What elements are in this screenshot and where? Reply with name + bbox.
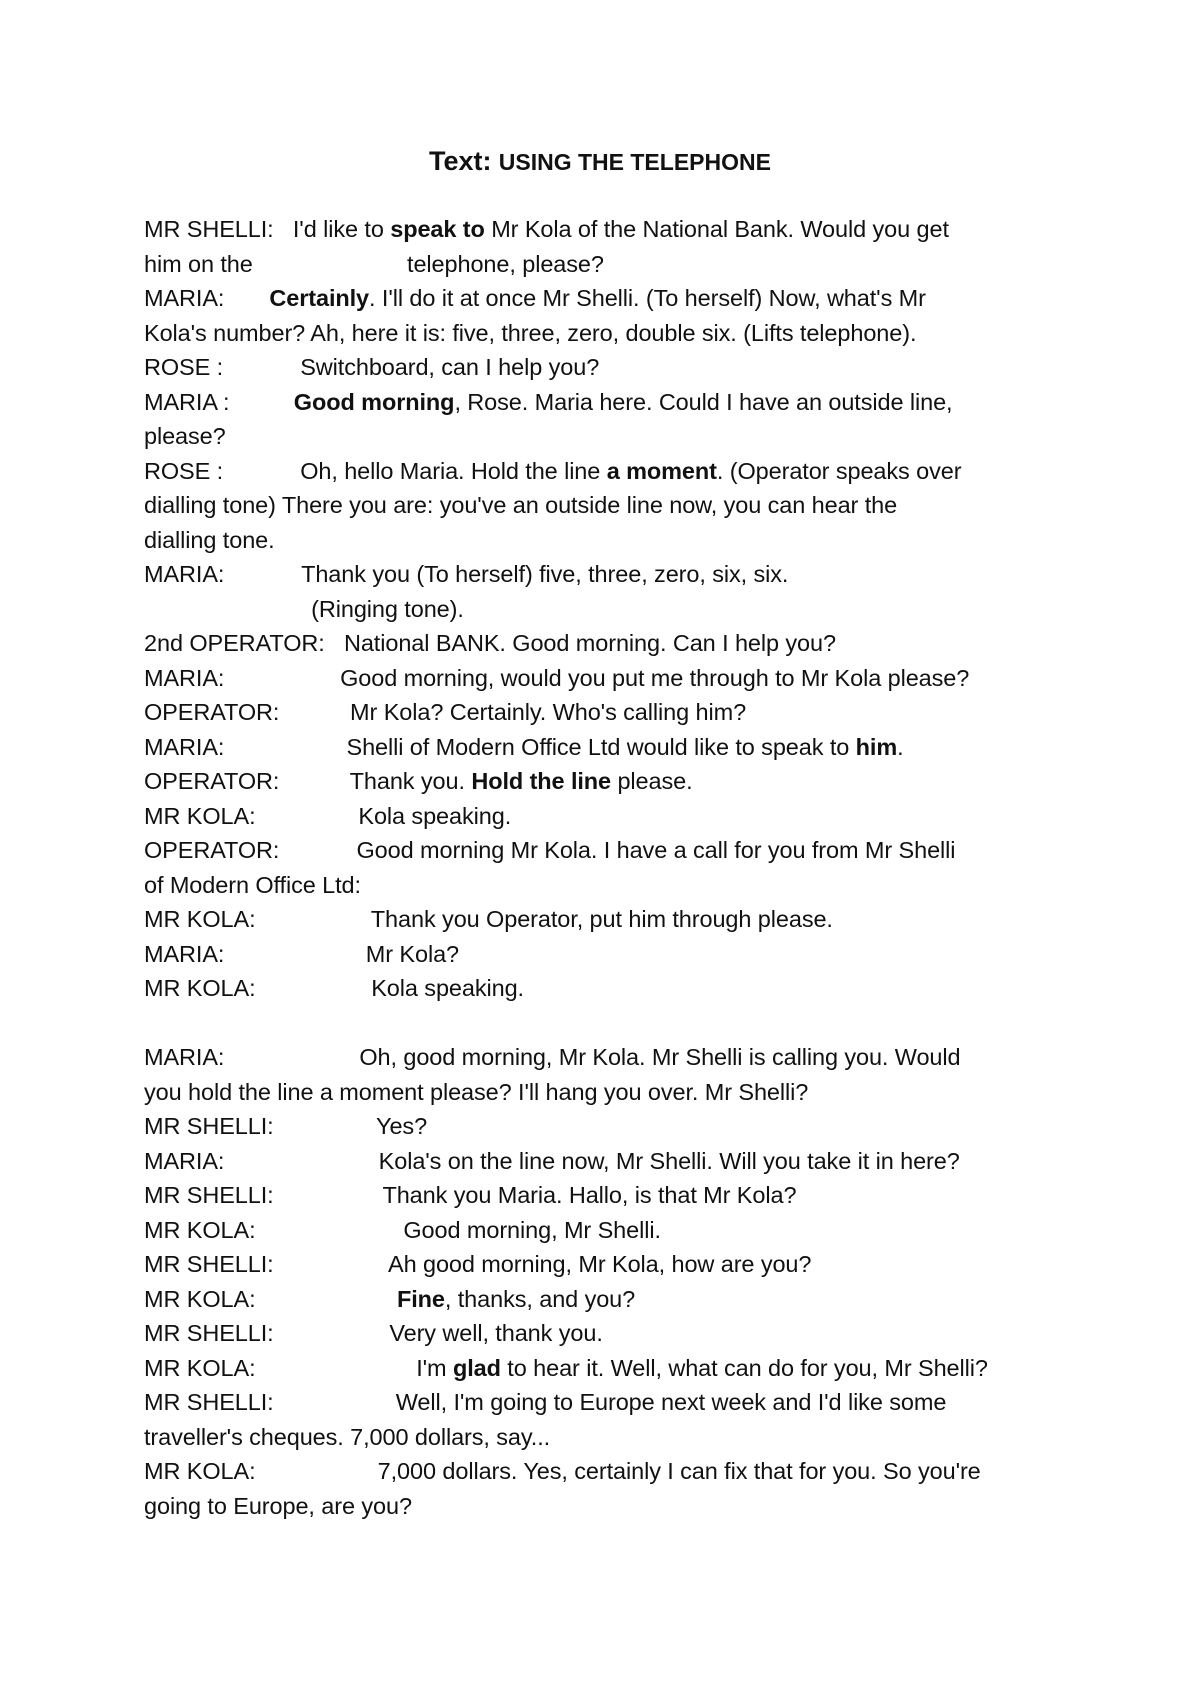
line-text: him on the telephone, please?: [144, 250, 604, 277]
dialogue-line: [144, 902, 1080, 936]
line-text: to hear it. Well, what can do for you, Mr Shelli?: [500, 1354, 988, 1381]
dialogue-line: [144, 730, 1080, 764]
line-text: .: [897, 733, 904, 760]
dialogue-line: [144, 1316, 1080, 1350]
dialogue-line: [144, 1385, 1080, 1419]
line-text: dialling tone) There you are: you've an outside line now, you can hear the: [144, 492, 898, 518]
dialogue-line: [144, 1420, 1080, 1454]
dialogue-line: [144, 1489, 1080, 1523]
line-text: of Modern Office Ltd:: [144, 871, 361, 898]
line-text: you hold the line a moment please? I'll hang you over. Mr Shelli?: [144, 1078, 809, 1105]
line-text: traveller's cheques. 7,000 dollars, say...: [144, 1423, 551, 1450]
emphasis-text: glad: [452, 1354, 501, 1381]
line-text: MR SHELLI: Yes?: [144, 1113, 428, 1139]
line-text: . I'll do it at once Mr Shelli. (To herself) Now, what's Mr: [369, 285, 926, 311]
line-text: MARIA: Thank you (To herself) five, three, zero, six, six.: [144, 561, 789, 587]
dialogue-line: [144, 833, 1080, 867]
line-text: ROSE : Oh, hello Maria. Hold the line: [144, 457, 607, 484]
dialogue-line: [144, 1282, 1080, 1316]
emphasis-text: Fine: [396, 1285, 445, 1312]
dialogue-line: [144, 419, 1080, 453]
dialogue-line: [144, 1144, 1080, 1178]
dialogue-line: [144, 247, 1080, 281]
dialogue-line: [144, 523, 1080, 557]
dialogue-line: [144, 937, 1080, 971]
line-text: 2nd OPERATOR: National BANK. Good morning. Can I help you?: [144, 630, 836, 656]
line-text: MR KOLA: Good morning, Mr Shelli.: [144, 1216, 661, 1243]
line-text: MARIA: Good morning, would you put me through to Mr Kola please?: [144, 664, 970, 691]
line-text: , thanks, and you?: [444, 1285, 636, 1312]
dialogue-line: [144, 1454, 1080, 1488]
dialogue-line: [144, 592, 1080, 626]
line-text: OPERATOR: Thank you.: [144, 768, 472, 794]
line-text: MR KOLA:: [144, 1285, 397, 1312]
dialogue-line: [144, 488, 1080, 522]
dialogue-line: [144, 1040, 1080, 1074]
line-text: MR KOLA: Kola speaking.: [144, 975, 524, 1001]
dialogue-line: [144, 868, 1080, 902]
emphasis-text: him: [855, 733, 898, 760]
title-lead: Text:: [429, 146, 492, 176]
line-text: MR SHELLI: Very well, thank you.: [144, 1320, 603, 1346]
line-text: going to Europe, are you?: [144, 1492, 412, 1519]
dialogue-line: [144, 626, 1080, 660]
dialogue-line: [144, 316, 1080, 350]
line-text: MARIA: Shelli of Modern Office Ltd would like to speak to: [144, 733, 856, 760]
line-text: please?: [144, 423, 226, 449]
line-text: please.: [611, 768, 693, 794]
dialogue-line: [144, 1213, 1080, 1247]
line-text: MARIA:: [144, 285, 270, 311]
dialogue-line: [144, 661, 1080, 695]
line-text: Kola's number? Ah, here it is: five, three, zero, double six. (Lifts telephone).: [144, 319, 917, 346]
dialogue-line: [144, 1109, 1080, 1143]
dialogue-line: [144, 281, 1080, 315]
emphasis-text: a moment: [606, 457, 717, 484]
line-text: (Ringing tone).: [144, 595, 464, 622]
dialogue-line: [144, 1075, 1080, 1109]
line-text: MR SHELLI: Well, I'm going to Europe next week and I'd like some: [144, 1389, 947, 1415]
line-text: MARIA: Mr Kola?: [144, 940, 460, 967]
line-text: MR SHELLI: I'd like to: [144, 216, 391, 242]
dialogue-line: [144, 1247, 1080, 1281]
dialogue-line: [144, 1178, 1080, 1212]
line-text: OPERATOR: Mr Kola? Certainly. Who's calling him?: [144, 699, 747, 725]
dialogue-line: [144, 350, 1080, 384]
line-text: MARIA: Oh, good morning, Mr Kola. Mr Shelli is calling you. Would: [144, 1044, 961, 1070]
dialogue-line: [144, 385, 1080, 419]
document-title: [0, 146, 1200, 177]
emphasis-text: speak to: [390, 216, 485, 242]
line-text: OPERATOR: Good morning Mr Kola. I have a call for you from Mr Shelli: [144, 837, 956, 863]
line-text: MR KOLA: Kola speaking.: [144, 802, 512, 829]
line-text: , Rose. Maria here. Could I have an outside line,: [454, 388, 953, 415]
dialogue-line: [144, 971, 1080, 1005]
dialogue-line: [144, 1351, 1080, 1385]
line-text: MR SHELLI: Thank you Maria. Hallo, is that Mr Kola?: [144, 1182, 797, 1208]
line-text: ROSE : Switchboard, can I help you?: [144, 354, 600, 380]
emphasis-text: Good morning: [293, 388, 455, 415]
dialogue-line: [144, 799, 1080, 833]
dialogue-line: [144, 454, 1080, 488]
emphasis-text: Hold the line: [471, 768, 612, 794]
line-text: Mr Kola of the National Bank. Would you get: [484, 216, 949, 242]
line-text: MR KOLA: 7,000 dollars. Yes, certainly I can fix that for you. So you're: [144, 1458, 981, 1484]
title-main: USING THE TELEPHONE: [498, 149, 771, 175]
line-text: MR SHELLI: Ah good morning, Mr Kola, how are you?: [144, 1251, 812, 1277]
line-text: MARIA: Kola's on the line now, Mr Shelli. Will you take it in here?: [144, 1147, 960, 1174]
dialogue-line: [144, 695, 1080, 729]
dialogue-line: [144, 557, 1080, 591]
line-text: MR KOLA: Thank you Operator, put him through please.: [144, 906, 833, 932]
dialogue-line: [144, 212, 1080, 246]
line-text: MARIA :: [144, 388, 294, 415]
line-text: MR KOLA: I'm: [144, 1354, 453, 1381]
emphasis-text: Certainly: [269, 285, 370, 311]
line-text: dialling tone.: [144, 526, 275, 553]
line-text: . (Operator speaks over: [716, 457, 962, 484]
dialogue-line: [144, 764, 1080, 798]
